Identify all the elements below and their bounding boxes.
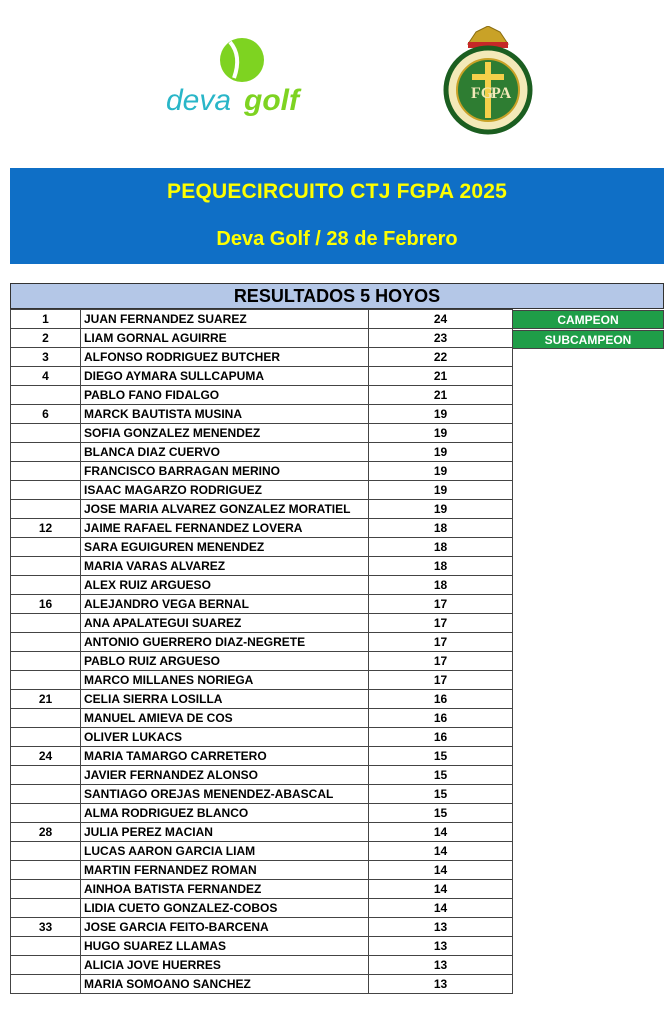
table-row xyxy=(11,709,513,728)
score-cell: 22 xyxy=(369,348,513,367)
table-row xyxy=(11,823,513,842)
position-cell: 4 xyxy=(11,367,81,386)
position-cell xyxy=(11,880,81,899)
table-row xyxy=(11,538,513,557)
score-cell: 19 xyxy=(369,405,513,424)
table-row xyxy=(11,785,513,804)
score-cell: 17 xyxy=(369,652,513,671)
score-cell: 18 xyxy=(369,519,513,538)
player-name-cell: DIEGO AYMARA SULLCAPUMA xyxy=(81,367,369,386)
score-cell: 18 xyxy=(369,538,513,557)
table-row xyxy=(11,443,513,462)
score-cell: 19 xyxy=(369,462,513,481)
player-name-cell: JOSE MARIA ALVAREZ GONZALEZ MORATIEL xyxy=(81,500,369,519)
position-cell: 12 xyxy=(11,519,81,538)
player-name-cell: MARCO MILLANES NORIEGA xyxy=(81,671,369,690)
position-cell: 16 xyxy=(11,595,81,614)
score-cell: 19 xyxy=(369,481,513,500)
position-cell xyxy=(11,975,81,994)
table-row xyxy=(11,329,513,348)
player-name-cell: JAIME RAFAEL FERNANDEZ LOVERA xyxy=(81,519,369,538)
player-name-cell: AINHOA BATISTA FERNANDEZ xyxy=(81,880,369,899)
table-row xyxy=(11,614,513,633)
position-cell: 2 xyxy=(11,329,81,348)
score-cell: 15 xyxy=(369,747,513,766)
position-cell xyxy=(11,538,81,557)
position-cell: 33 xyxy=(11,918,81,937)
position-cell xyxy=(11,671,81,690)
position-cell xyxy=(11,557,81,576)
player-name-cell: SARA EGUIGUREN MENENDEZ xyxy=(81,538,369,557)
position-cell xyxy=(11,766,81,785)
position-cell xyxy=(11,899,81,918)
position-cell xyxy=(11,652,81,671)
player-name-cell: MARIA VARAS ALVAREZ xyxy=(81,557,369,576)
position-cell xyxy=(11,842,81,861)
table-row xyxy=(11,424,513,443)
player-name-cell: MARIA SOMOANO SANCHEZ xyxy=(81,975,369,994)
table-row xyxy=(11,880,513,899)
player-name-cell: FRANCISCO BARRAGAN MERINO xyxy=(81,462,369,481)
table-row xyxy=(11,519,513,538)
player-name-cell: PABLO FANO FIDALGO xyxy=(81,386,369,405)
fgpa-crest-logo xyxy=(438,26,538,138)
position-cell: 28 xyxy=(11,823,81,842)
score-cell: 18 xyxy=(369,557,513,576)
table-row xyxy=(11,348,513,367)
table-row xyxy=(11,386,513,405)
score-cell: 17 xyxy=(369,671,513,690)
score-cell: 21 xyxy=(369,386,513,405)
position-cell: 1 xyxy=(11,310,81,329)
position-cell xyxy=(11,937,81,956)
score-cell: 15 xyxy=(369,804,513,823)
score-cell: 24 xyxy=(369,310,513,329)
table-row xyxy=(11,728,513,747)
runner-up-badge: SUBCAMPEON xyxy=(512,330,664,349)
player-name-cell: CELIA SIERRA LOSILLA xyxy=(81,690,369,709)
player-name-cell: ALEJANDRO VEGA BERNAL xyxy=(81,595,369,614)
position-cell xyxy=(11,633,81,652)
player-name-cell: SANTIAGO OREJAS MENENDEZ-ABASCAL xyxy=(81,785,369,804)
player-name-cell: ANA APALATEGUI SUAREZ xyxy=(81,614,369,633)
player-name-cell: LIDIA CUETO GONZALEZ-COBOS xyxy=(81,899,369,918)
score-cell: 14 xyxy=(369,823,513,842)
table-row xyxy=(11,804,513,823)
table-row xyxy=(11,481,513,500)
score-cell: 16 xyxy=(369,690,513,709)
position-cell xyxy=(11,709,81,728)
title-banner xyxy=(10,168,664,264)
position-cell: 21 xyxy=(11,690,81,709)
score-cell: 21 xyxy=(369,367,513,386)
table-row xyxy=(11,367,513,386)
table-row xyxy=(11,690,513,709)
table-row xyxy=(11,975,513,994)
table-row xyxy=(11,633,513,652)
player-name-cell: HUGO SUAREZ LLAMAS xyxy=(81,937,369,956)
player-name-cell: ALMA RODRIGUEZ BLANCO xyxy=(81,804,369,823)
position-cell xyxy=(11,785,81,804)
player-name-cell: LIAM GORNAL AGUIRRE xyxy=(81,329,369,348)
score-cell: 15 xyxy=(369,766,513,785)
champion-badge: CAMPEON xyxy=(512,310,664,329)
svg-text:FG: FG xyxy=(471,85,494,102)
score-cell: 19 xyxy=(369,443,513,462)
table-row xyxy=(11,595,513,614)
position-cell xyxy=(11,500,81,519)
player-name-cell: JUAN FERNANDEZ SUAREZ xyxy=(81,310,369,329)
score-cell: 15 xyxy=(369,785,513,804)
table-row xyxy=(11,462,513,481)
player-name-cell: MARTIN FERNANDEZ ROMAN xyxy=(81,861,369,880)
player-name-cell: JOSE GARCIA FEITO-BARCENA xyxy=(81,918,369,937)
player-name-cell: SOFIA GONZALEZ MENENDEZ xyxy=(81,424,369,443)
table-row xyxy=(11,500,513,519)
player-name-cell: ALICIA JOVE HUERRES xyxy=(81,956,369,975)
table-row xyxy=(11,557,513,576)
deva-golf-logo xyxy=(160,32,330,127)
score-cell: 19 xyxy=(369,424,513,443)
score-cell: 19 xyxy=(369,500,513,519)
table-row xyxy=(11,747,513,766)
table-row xyxy=(11,652,513,671)
score-cell: 13 xyxy=(369,975,513,994)
table-row xyxy=(11,918,513,937)
position-cell xyxy=(11,481,81,500)
table-row xyxy=(11,956,513,975)
score-cell: 13 xyxy=(369,918,513,937)
player-name-cell: PABLO RUIZ ARGUESO xyxy=(81,652,369,671)
table-row xyxy=(11,899,513,918)
score-cell: 17 xyxy=(369,633,513,652)
position-cell xyxy=(11,956,81,975)
score-cell: 16 xyxy=(369,728,513,747)
position-cell xyxy=(11,462,81,481)
score-cell: 14 xyxy=(369,842,513,861)
event-title: PEQUECIRCUITO CTJ FGPA 2025 xyxy=(167,180,507,203)
score-cell: 16 xyxy=(369,709,513,728)
position-cell: 3 xyxy=(11,348,81,367)
score-cell: 14 xyxy=(369,899,513,918)
position-cell xyxy=(11,804,81,823)
table-row xyxy=(11,937,513,956)
player-name-cell: LUCAS AARON GARCIA LIAM xyxy=(81,842,369,861)
player-name-cell: JAVIER FERNANDEZ ALONSO xyxy=(81,766,369,785)
score-cell: 13 xyxy=(369,956,513,975)
player-name-cell: MANUEL AMIEVA DE COS xyxy=(81,709,369,728)
event-subtitle: Deva Golf / 28 de Febrero xyxy=(216,228,458,250)
table-row xyxy=(11,671,513,690)
player-name-cell: ALFONSO RODRIGUEZ BUTCHER xyxy=(81,348,369,367)
player-name-cell: OLIVER LUKACS xyxy=(81,728,369,747)
score-cell: 14 xyxy=(369,880,513,899)
score-cell: 23 xyxy=(369,329,513,348)
score-cell: 17 xyxy=(369,595,513,614)
player-name-cell: MARCK BAUTISTA MUSINA xyxy=(81,405,369,424)
results-table xyxy=(10,309,513,994)
position-cell: 24 xyxy=(11,747,81,766)
golf-logo-text: golf xyxy=(244,84,299,117)
table-row xyxy=(11,310,513,329)
player-name-cell: ALEX RUIZ ARGUESO xyxy=(81,576,369,595)
position-cell xyxy=(11,386,81,405)
position-cell xyxy=(11,728,81,747)
player-name-cell: JULIA PEREZ MACIAN xyxy=(81,823,369,842)
table-row xyxy=(11,766,513,785)
position-cell xyxy=(11,576,81,595)
position-cell xyxy=(11,443,81,462)
position-cell xyxy=(11,861,81,880)
position-cell xyxy=(11,614,81,633)
player-name-cell: ANTONIO GUERRERO DIAZ-NEGRETE xyxy=(81,633,369,652)
player-name-cell: ISAAC MAGARZO RODRIGUEZ xyxy=(81,481,369,500)
player-name-cell: BLANCA DIAZ CUERVO xyxy=(81,443,369,462)
position-cell: 6 xyxy=(11,405,81,424)
table-row xyxy=(11,861,513,880)
svg-text:PA: PA xyxy=(491,85,512,102)
table-row xyxy=(11,576,513,595)
score-cell: 13 xyxy=(369,937,513,956)
deva-logo-text: deva xyxy=(166,84,232,117)
score-cell: 17 xyxy=(369,614,513,633)
player-name-cell: MARIA TAMARGO CARRETERO xyxy=(81,747,369,766)
position-cell xyxy=(11,424,81,443)
table-row xyxy=(11,842,513,861)
results-table-header: RESULTADOS 5 HOYOS xyxy=(10,283,664,309)
score-cell: 18 xyxy=(369,576,513,595)
score-cell: 14 xyxy=(369,861,513,880)
table-row xyxy=(11,405,513,424)
